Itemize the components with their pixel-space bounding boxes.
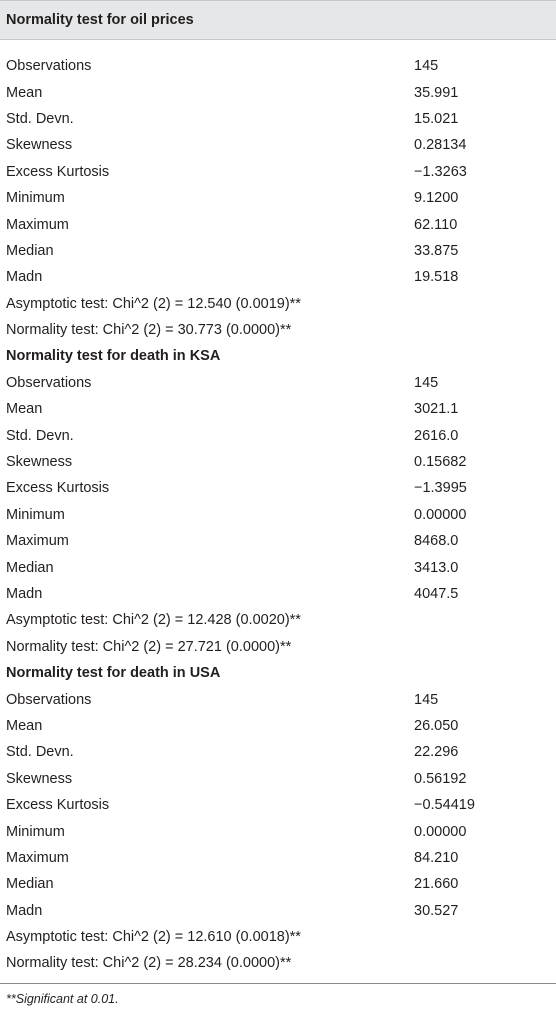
test-result: Asymptotic test: Chi^2 (2) = 12.610 (0.0018)** (6, 929, 301, 946)
table-row (0, 159, 556, 185)
footnote: **Significant at 0.01. (6, 991, 119, 1006)
table-row (0, 53, 556, 79)
row-value: 9.1200 (414, 190, 459, 207)
row-value: 35.991 (414, 84, 459, 101)
row-label: Madn (6, 902, 43, 919)
row-value: −1.3995 (414, 480, 467, 497)
table-row (0, 370, 556, 396)
row-value: 15.021 (414, 110, 459, 127)
row-label: Minimum (6, 506, 65, 523)
table-header (0, 0, 556, 40)
test-result: Normality test: Chi^2 (2) = 28.234 (0.0000)** (6, 955, 292, 972)
row-label: Maximum (6, 216, 69, 233)
section-title: Normality test for oil prices (6, 12, 194, 28)
section-title: Normality test for death in USA (6, 665, 221, 682)
row-label: Maximum (6, 533, 69, 550)
row-value: 145 (414, 691, 439, 708)
table-row (0, 581, 556, 607)
row-value: 30.527 (414, 902, 459, 919)
row-label: Median (6, 242, 54, 259)
row-label: Mean (6, 84, 43, 101)
row-value: −1.3263 (414, 163, 467, 180)
test-result: Normality test: Chi^2 (2) = 30.773 (0.0000)** (6, 322, 292, 339)
table-row (0, 713, 556, 739)
row-value: 3413.0 (414, 559, 459, 576)
row-label: Observations (6, 691, 92, 708)
row-label: Excess Kurtosis (6, 163, 110, 180)
table-row (0, 739, 556, 765)
row-label: Observations (6, 58, 92, 75)
row-label: Median (6, 559, 54, 576)
table-row (0, 79, 556, 105)
row-value: 0.00000 (414, 823, 467, 840)
row-value: 2616.0 (414, 427, 459, 444)
row-value: 3021.1 (414, 401, 459, 418)
table-row (0, 106, 556, 132)
table-row (0, 528, 556, 554)
row-value: 0.00000 (414, 506, 467, 523)
row-value: 19.518 (414, 269, 459, 286)
row-value: 33.875 (414, 242, 459, 259)
row-label: Maximum (6, 849, 69, 866)
row-value: 21.660 (414, 876, 459, 893)
row-value: −0.54419 (414, 797, 475, 814)
table-row (0, 686, 556, 712)
test-row (0, 607, 556, 633)
test-row (0, 317, 556, 343)
table-row (0, 871, 556, 897)
table-row (0, 845, 556, 871)
table-row (0, 898, 556, 924)
row-label: Std. Devn. (6, 427, 74, 444)
row-label: Std. Devn. (6, 744, 74, 761)
row-label: Skewness (6, 454, 73, 471)
row-value: 145 (414, 374, 439, 391)
row-label: Skewness (6, 137, 73, 154)
section-heading (0, 343, 556, 369)
table-row (0, 396, 556, 422)
table-row (0, 264, 556, 290)
row-label: Minimum (6, 823, 65, 840)
test-row (0, 634, 556, 660)
row-value: 4047.5 (414, 586, 459, 602)
row-value: 26.050 (414, 717, 459, 734)
row-value: 0.28134 (414, 137, 467, 154)
table-row (0, 818, 556, 844)
table-row (0, 475, 556, 501)
table-row (0, 185, 556, 211)
row-label: Observations (6, 374, 92, 391)
table-row (0, 211, 556, 237)
row-label: Excess Kurtosis (6, 480, 110, 497)
row-label: Mean (6, 717, 43, 734)
table-row (0, 792, 556, 818)
row-label: Madn (6, 586, 43, 602)
table-row (0, 554, 556, 580)
test-result: Asymptotic test: Chi^2 (2) = 12.428 (0.0020)** (6, 612, 301, 629)
row-label: Minimum (6, 190, 65, 207)
table-row (0, 502, 556, 528)
row-value: 22.296 (414, 744, 459, 761)
row-label: Excess Kurtosis (6, 797, 110, 814)
section-heading (0, 660, 556, 686)
row-value: 8468.0 (414, 533, 459, 550)
table-row (0, 238, 556, 264)
table-row (0, 449, 556, 475)
row-value: 0.56192 (414, 770, 467, 787)
test-row (0, 950, 556, 976)
section-title: Normality test for death in KSA (6, 348, 221, 365)
row-label: Skewness (6, 770, 73, 787)
table-row (0, 766, 556, 792)
table-row (0, 132, 556, 158)
row-value: 84.210 (414, 849, 459, 866)
table-row (0, 422, 556, 448)
row-label: Std. Devn. (6, 110, 74, 127)
test-result: Normality test: Chi^2 (2) = 27.721 (0.0000)** (6, 638, 292, 655)
row-value: 0.15682 (414, 454, 467, 471)
row-value: 62.110 (414, 216, 458, 233)
test-result: Asymptotic test: Chi^2 (2) = 12.540 (0.0019)** (6, 295, 301, 312)
row-value: 145 (414, 58, 439, 75)
row-label: Mean (6, 401, 43, 418)
test-row (0, 924, 556, 950)
test-row (0, 291, 556, 317)
row-label: Median (6, 876, 54, 893)
row-label: Madn (6, 269, 43, 286)
